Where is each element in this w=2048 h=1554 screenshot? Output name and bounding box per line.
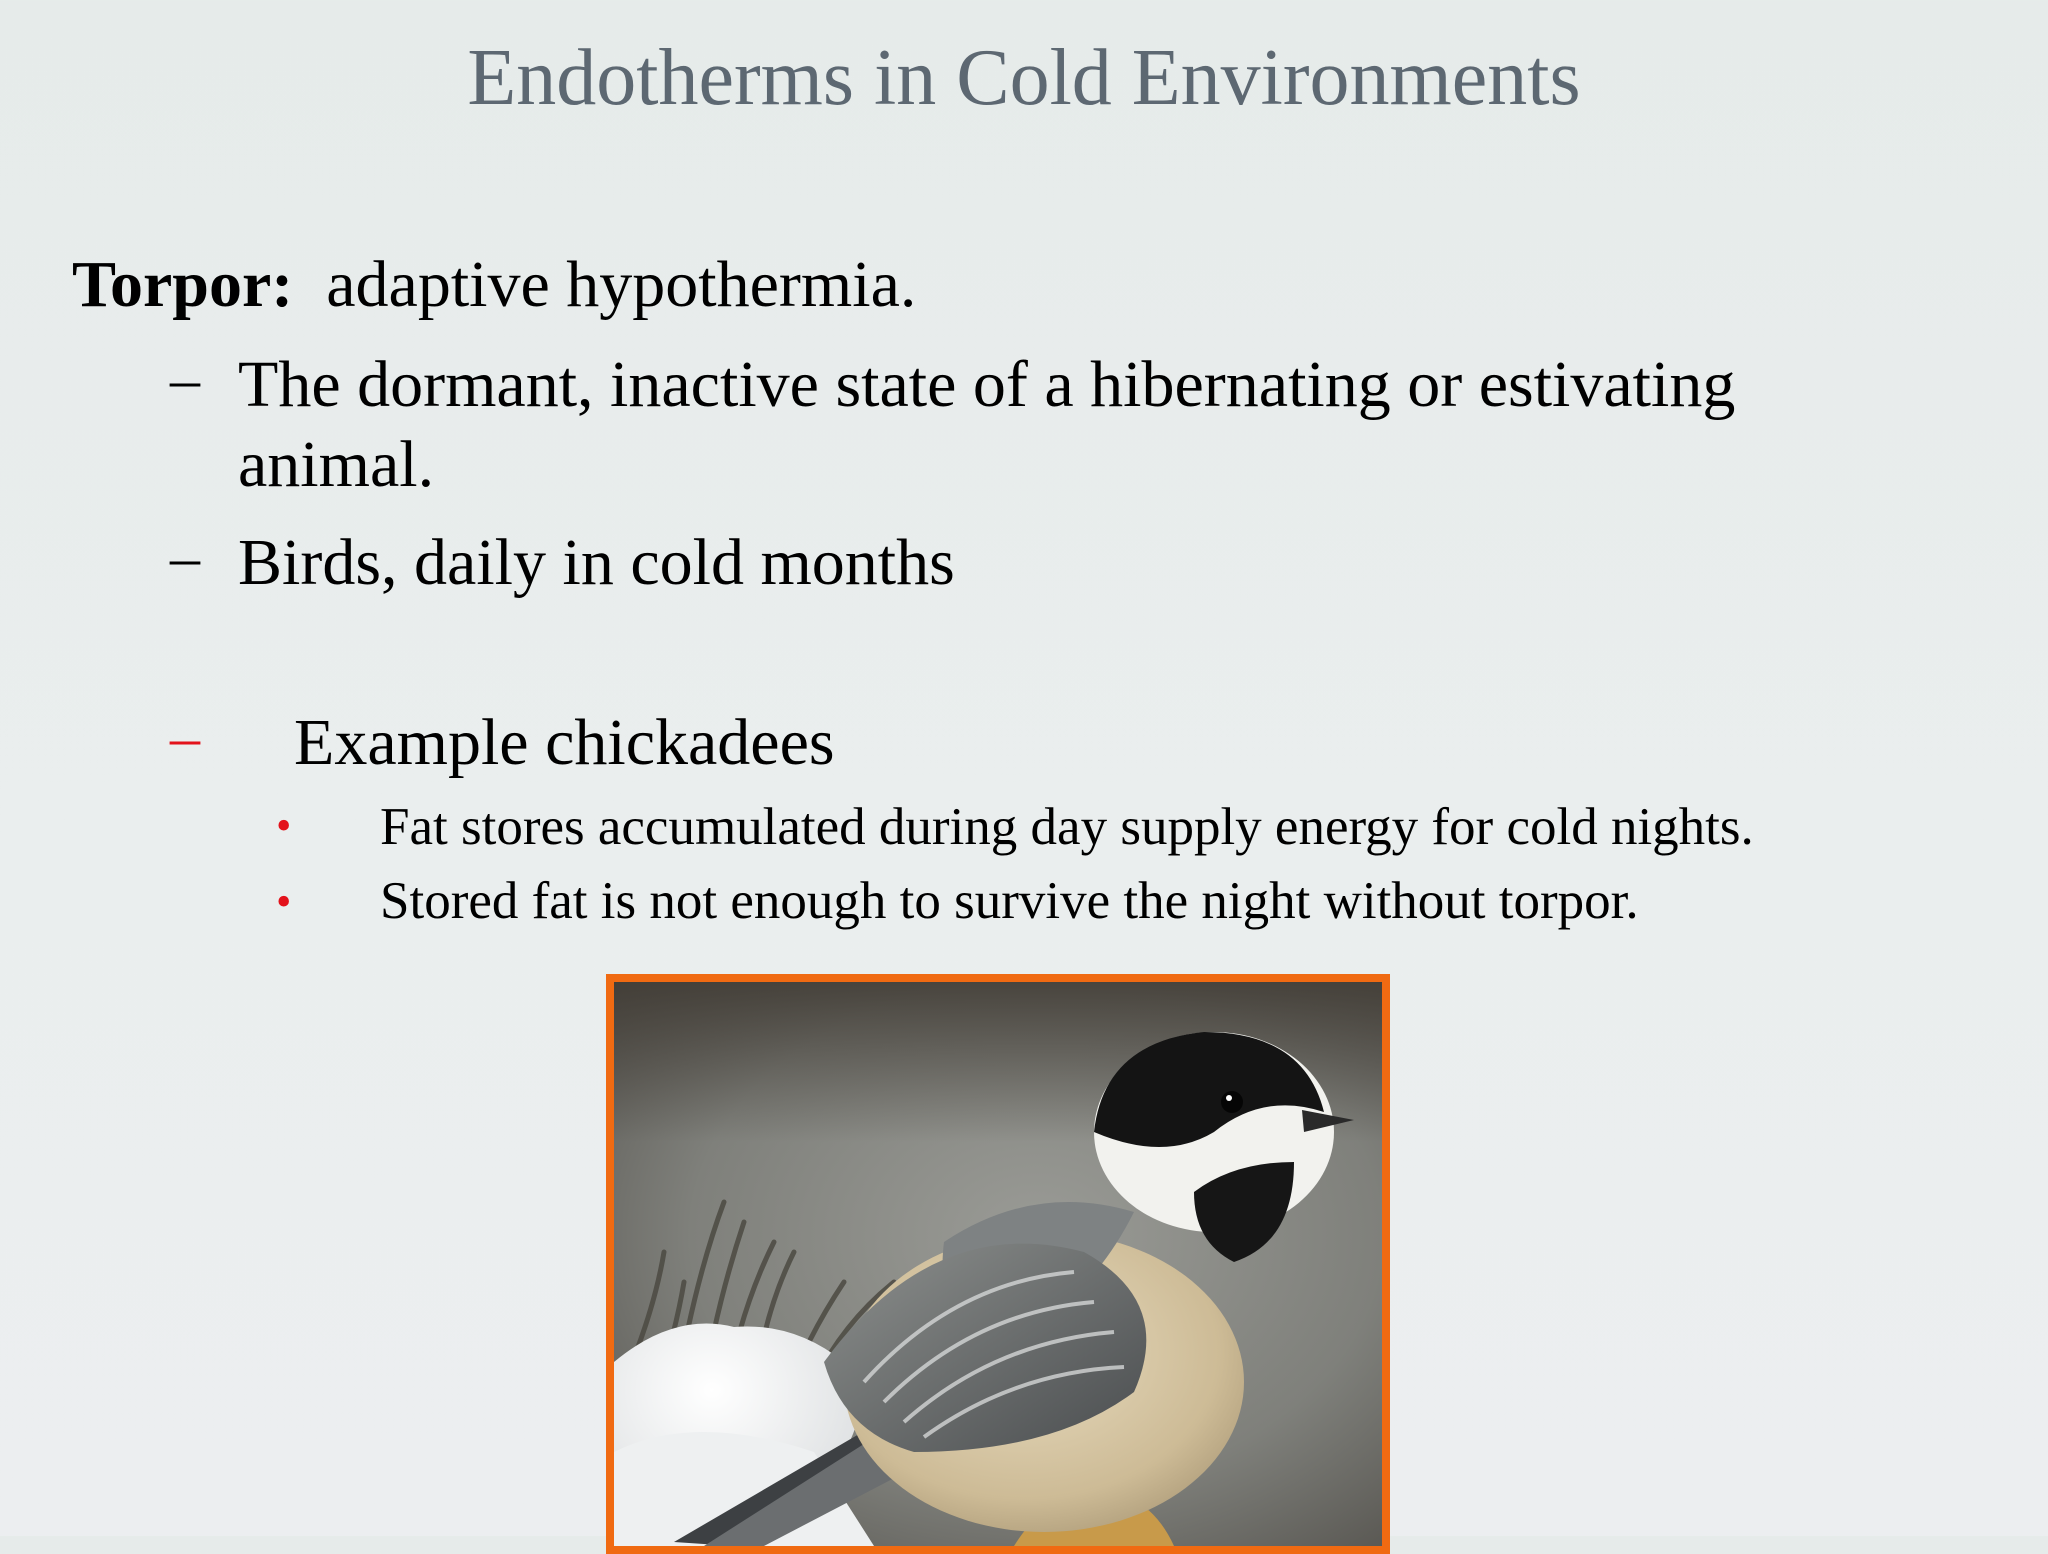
- sub-point-2: Stored fat is not enough to survive the night without torpor.: [380, 872, 1639, 930]
- slide-title: Endotherms in Cold Environments: [467, 34, 1581, 122]
- point-1-line-1: The dormant, inactive state of a hibernating or estivating: [238, 348, 1736, 421]
- dash-bullet: –: [170, 346, 200, 412]
- chickadee-illustration: [614, 982, 1382, 1546]
- dash-bullet-red: –: [170, 704, 200, 770]
- dash-bullet: –: [170, 524, 200, 590]
- term-label: Torpor:: [72, 248, 294, 321]
- term-definition: adaptive hypothermia.: [326, 248, 917, 321]
- sub-point-1: Fat stores accumulated during day supply energy for cold nights.: [380, 798, 1754, 856]
- point-3-text: Example chickadees: [294, 706, 835, 779]
- torpor-definition-line: [72, 245, 916, 325]
- point-2-text: Birds, daily in cold months: [238, 526, 955, 599]
- chickadee-photo: [606, 974, 1390, 1554]
- red-bullet: •: [276, 801, 292, 850]
- point-1-line-2: animal.: [238, 428, 435, 501]
- red-bullet: •: [276, 877, 292, 926]
